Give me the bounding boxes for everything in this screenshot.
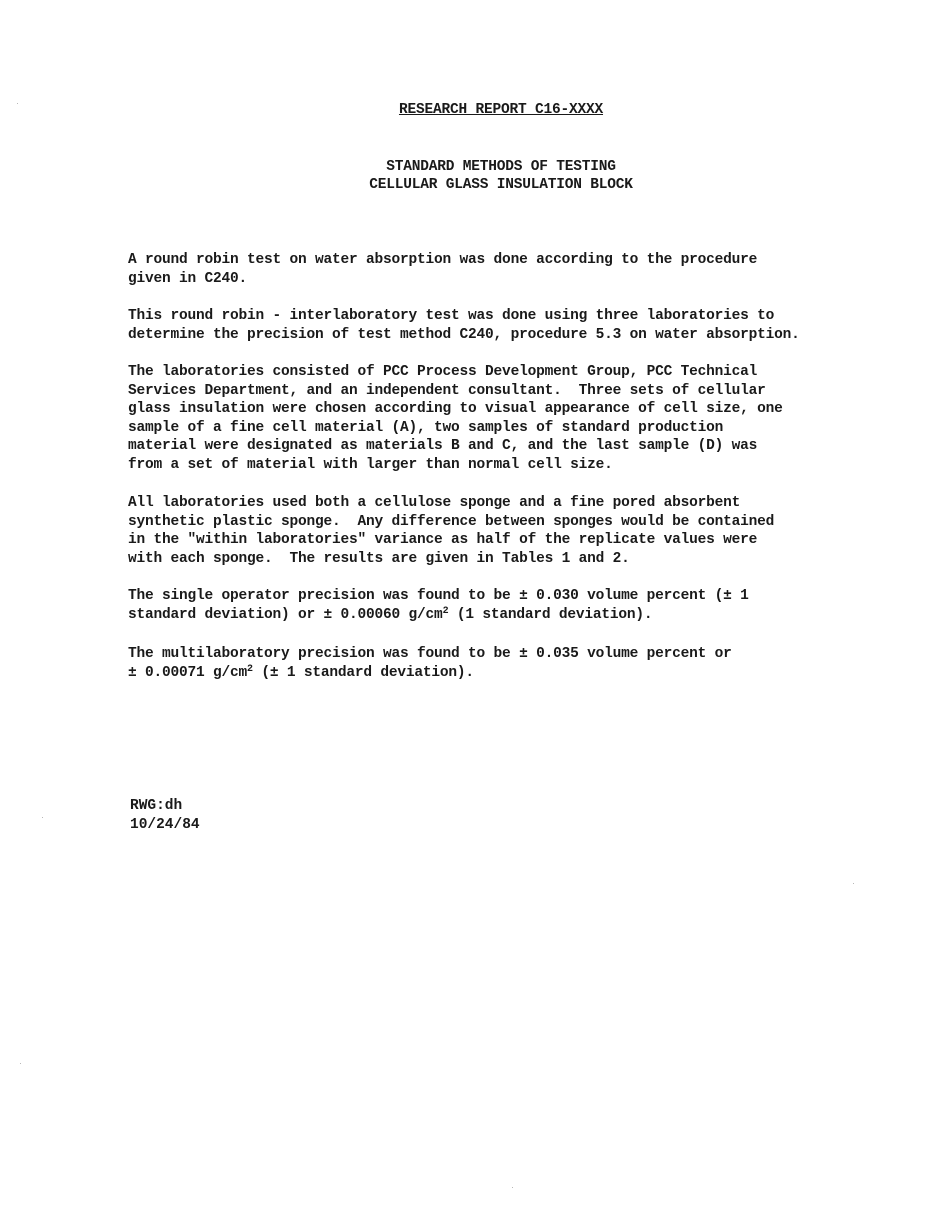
superscript: 2: [442, 605, 449, 617]
text-segment: (± 1 standard deviation).: [252, 664, 474, 681]
text-line: material were designated as materials B and C, and the last sample (D) was: [128, 438, 758, 454]
paragraph-single-operator-precision: [128, 587, 928, 624]
scan-speck: [42, 817, 43, 818]
text-line: [128, 664, 928, 683]
scan-speck: [20, 1063, 21, 1064]
text-segment: standard deviation) or ± 0.00060 g/cm: [128, 606, 443, 623]
scan-speck: [853, 883, 854, 884]
scan-speck: [512, 1187, 513, 1188]
scan-speck: [17, 103, 18, 104]
text-segment: (1 standard deviation).: [448, 606, 653, 623]
document-date: 10/24/84: [130, 817, 200, 833]
superscript: 2: [247, 663, 253, 675]
paragraph-multilaboratory-precision: [128, 645, 928, 682]
text-line: with each sponge. The results are given in Tables 1 and 2.: [128, 550, 630, 567]
text-line: in the "within laboratories" variance as half of the replicate values were: [128, 532, 758, 548]
subtitle-line-2: CELLULAR GLASS INSULATION BLOCK: [369, 177, 633, 193]
text-line: A round robin test on water absorption was done according to the procedure: [128, 252, 758, 268]
text-line: [128, 606, 928, 625]
text-line: All laboratories used both a cellulose sponge and a fine pored absorbent: [128, 495, 741, 511]
text-line: The single operator precision was found to be ± 0.030 volume percent (± 1: [128, 588, 749, 604]
text-line: determine the precision of test method C240, procedure 5.3 on water absorption.: [128, 326, 800, 343]
document-subtitle: [0, 158, 950, 194]
text-line: given in C240.: [128, 270, 248, 287]
text-line: Services Department, and an independent consultant. Three sets of cellular: [128, 382, 766, 399]
text-line: The laboratories consisted of PCC Process Development Group, PCC Technical: [128, 364, 758, 380]
text-segment: ± 0.00071 g/cm: [128, 664, 248, 681]
text-line: from a set of material with larger than normal cell size.: [128, 456, 613, 473]
paragraph-4: [128, 494, 928, 568]
text-line: sample of a fine cell material (A), two samples of standard production: [128, 419, 724, 436]
document-footer: [130, 797, 200, 835]
report-title: RESEARCH REPORT C16-XXXX: [398, 102, 604, 118]
text-line: The multilaboratory precision was found to be ± 0.035 volume percent or: [128, 646, 732, 662]
text-line: glass insulation were chosen according to visual appearance of cell size, one: [128, 401, 783, 417]
paragraph-2: [128, 307, 928, 344]
text-line: synthetic plastic sponge. Any difference between sponges would be contained: [128, 513, 775, 530]
paragraph-1: [128, 251, 928, 288]
text-line: This round robin - interlaboratory test was done using three laboratories to: [128, 308, 775, 324]
paragraph-3: [128, 363, 928, 474]
author-initials: RWG:dh: [130, 798, 183, 814]
subtitle-line-1: STANDARD METHODS OF TESTING: [386, 159, 616, 175]
